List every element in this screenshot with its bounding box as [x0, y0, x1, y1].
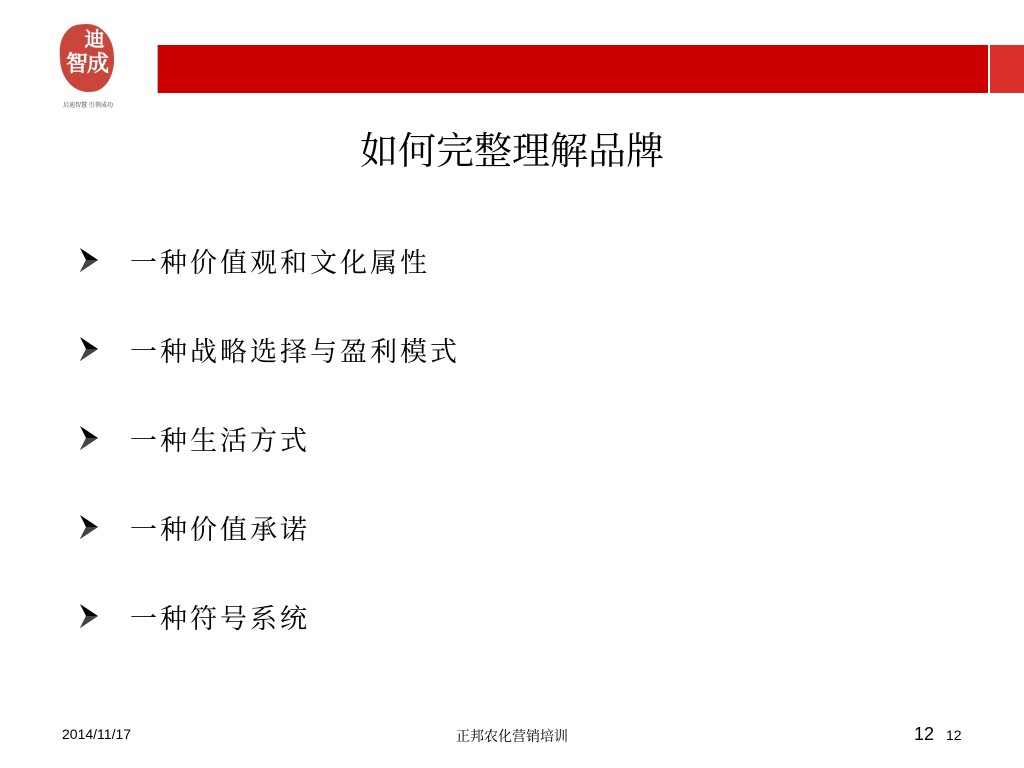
bullet-text: 一种战略选择与盈利模式: [130, 336, 460, 368]
bullet-item: [78, 416, 460, 460]
logo: [52, 22, 124, 114]
bullet-item: [78, 594, 460, 638]
bullet-text: 一种价值承诺: [130, 514, 310, 546]
bullet-text: 一种生活方式: [130, 425, 310, 457]
slide-title: 如何完整理解品牌: [359, 129, 664, 173]
page-number-small: 12: [946, 727, 962, 743]
logo-lettering: [60, 26, 114, 78]
arrow-bullet-icon: [78, 335, 100, 363]
bullet-text: 一种价值观和文化属性: [130, 247, 430, 279]
bullet-item: [78, 505, 460, 549]
footer-title: 正邦农化营销培训: [456, 729, 568, 745]
bullet-item: [78, 327, 460, 371]
header-banner-end-block: [990, 45, 1024, 93]
footer-date: 2014/11/17: [62, 726, 132, 742]
logo-char-top: 迪: [84, 27, 104, 51]
logo-char-bottom: 智成: [65, 52, 108, 77]
logo-tagline: 启迪智慧 引领成功: [63, 102, 113, 109]
arrow-bullet-icon: [78, 513, 100, 541]
bullet-item: [78, 238, 460, 282]
arrow-bullet-icon: [78, 424, 100, 452]
company-slogan: 启迪智慧 引领成功: [855, 22, 988, 39]
arrow-bullet-icon: [78, 246, 100, 274]
header-banner-edge: [157, 45, 158, 93]
header-banner-text: [648, 17, 988, 40]
page-number-large: 12: [914, 724, 935, 744]
bullet-text: 一种符号系统: [130, 603, 310, 635]
bullet-list: [78, 238, 460, 683]
header-banner: [157, 45, 988, 93]
company-name: DIZHICHEN CONSULTING: [648, 22, 844, 39]
arrow-bullet-icon: [78, 602, 100, 630]
